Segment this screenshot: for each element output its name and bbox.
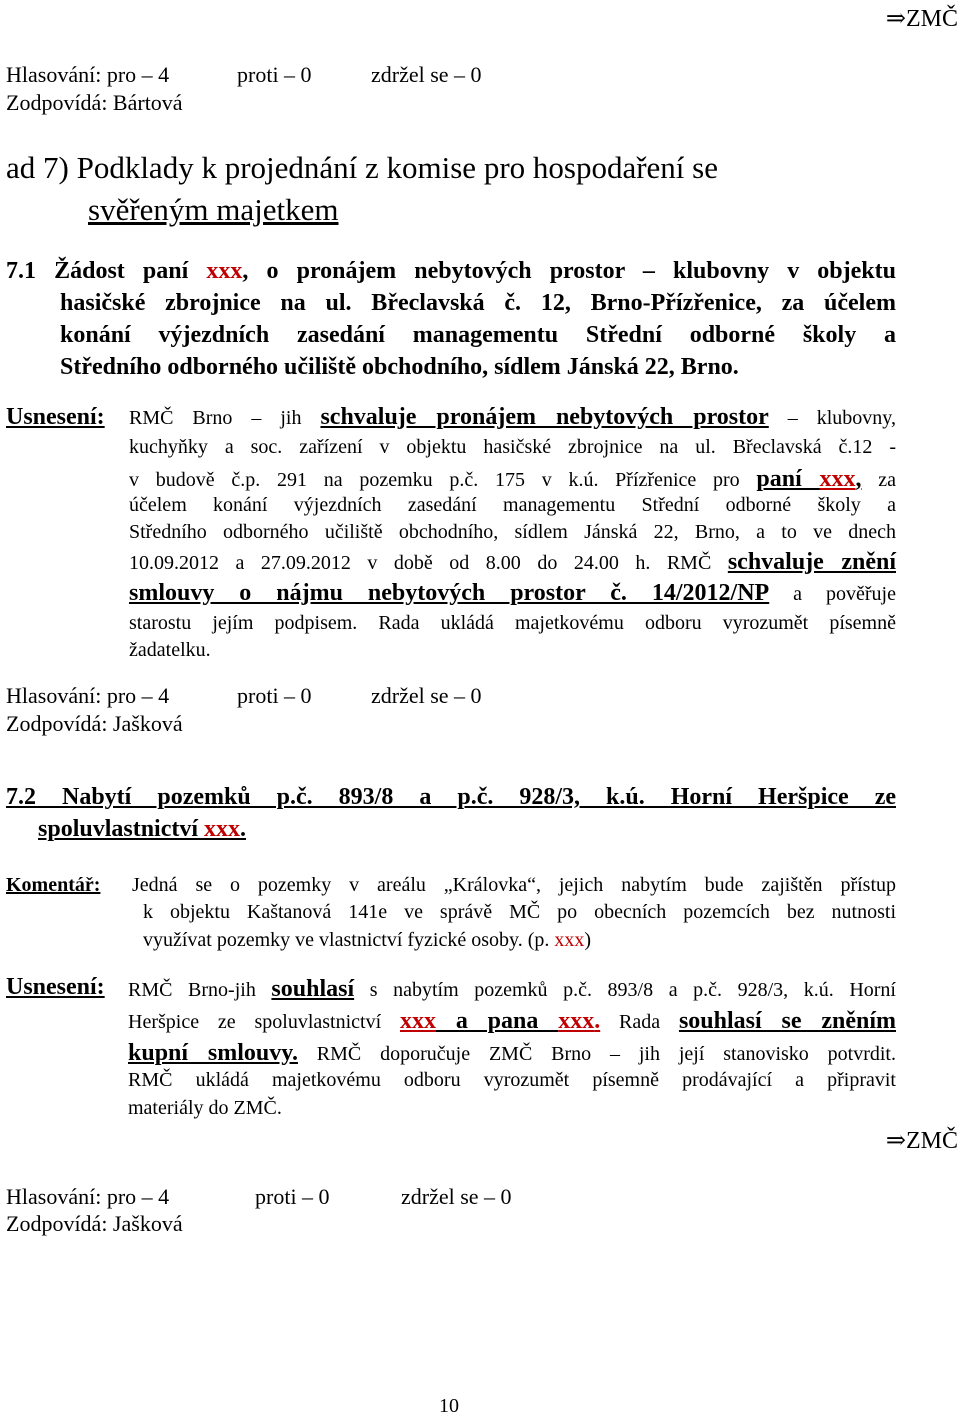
resolution-2-line4: RMČ ukládá majetkovému odboru vyrozumět písemně prodávající a připravit <box>128 1069 896 1091</box>
vote-pro: Hlasování: pro – 4 <box>6 62 170 87</box>
item-7-1-line3: konání výjezdních zasedání managementu Střední odborné školy a <box>60 322 896 348</box>
vote-zdrzel: zdržel se – 0 <box>401 1184 512 1209</box>
resolution-1-line9: žadatelku. <box>129 639 211 661</box>
resolution-1-line6: 10.09.2012 a 27.09.2012 v době od 8.00 do 24.00 h. RMČ schvaluje znění <box>129 549 897 575</box>
comment-line3: využívat pozemky ve vlastnictví fyzické osoby. (p. xxx) <box>143 929 592 951</box>
item-7-2-line2: spoluvlastnictví xxx. <box>38 816 247 842</box>
section-heading: ad 7) Podklady k projednání z komise pro hospodaření se <box>6 150 718 185</box>
comment-label: Komentář: <box>6 874 101 896</box>
item-7-1-title: 7.1 Žádost paní xxx, o pronájem nebytových prostor – klubovny v objektu <box>6 258 896 284</box>
comment-line1: Jedná se o pozemky v areálu „Královka“, jejich nabytím bude zajištěn přístup <box>132 874 896 896</box>
resolution-2-line2: Heršpice ze spoluvlastnictví xxx a pana xxx. Rada souhlasí se zněním <box>128 1008 896 1034</box>
vote-proti: proti – 0 <box>237 683 312 708</box>
vote-responsible: Zodpovídá: Jašková <box>6 711 183 736</box>
resolution-1-line7: smlouvy o nájmu nebytových prostor č. 14/2012/NP a pověřuje <box>129 580 896 606</box>
vote-pro: Hlasování: pro – 4 <box>6 683 170 708</box>
zmc-marker-bottom: ⇒ZMČ <box>885 1128 958 1154</box>
zmc-marker-top: ⇒ZMČ <box>885 6 958 32</box>
resolution-2-line3: kupní smlouvy. RMČ doporučuje ZMČ Brno – jih její stanovisko potvrdit. <box>128 1040 896 1066</box>
vote-proti: proti – 0 <box>237 62 312 87</box>
item-7-1-line4: Středního odborného učiliště obchodního, sídlem Jánská 22, Brno. <box>60 354 739 380</box>
resolution-1-line4: účelem konání výjezdních zasedání managementu Střední odborné školy a <box>129 494 896 516</box>
resolution-1-line2: kuchyňky a soc. zařízení v objektu hasičské zbrojnice na ul. Břeclavská č.12 - <box>129 436 896 458</box>
resolution-1-line3: v budově č.p. 291 na pozemku p.č. 175 v k.ú. Přízřenice pro paní xxx, za <box>129 466 896 492</box>
resolution-1-line5: Středního odborného učiliště obchodního, sídlem Jánská 22, Brno, a to ve dnech <box>129 521 896 543</box>
vote-responsible: Zodpovídá: Jašková <box>6 1211 183 1236</box>
page-number: 10 <box>439 1395 459 1417</box>
resolution-1-line8: starostu jejím podpisem. Rada ukládá majetkovému odboru vyrozumět písemně <box>129 612 896 634</box>
item-7-1-line2: hasičské zbrojnice na ul. Břeclavská č. 12, Brno-Přízřenice, za účelem <box>60 290 896 316</box>
resolution-2-line1: RMČ Brno-jih souhlasí s nabytím pozemků p.č. 893/8 a p.č. 928/3, k.ú. Horní <box>128 976 896 1002</box>
item-7-2-title: 7.2 Nabytí pozemků p.č. 893/8 a p.č. 928/3, k.ú. Horní Heršpice ze <box>6 784 896 810</box>
resolution-label: Usnesení: <box>6 404 105 430</box>
vote-responsible: Zodpovídá: Bártová <box>6 90 183 115</box>
vote-zdrzel: zdržel se – 0 <box>371 62 482 87</box>
resolution-1-line1: RMČ Brno – jih schvaluje pronájem nebytových prostor – klubovny, <box>129 404 896 430</box>
resolution-2-line5: materiály do ZMČ. <box>128 1097 282 1119</box>
section-heading-line2: svěřeným majetkem <box>88 192 339 227</box>
vote-pro: Hlasování: pro – 4 <box>6 1184 170 1209</box>
comment-line2: k objektu Kaštanová 141e ve správě MČ po obecních pozemcích bez nutnosti <box>143 901 896 923</box>
resolution-label: Usnesení: <box>6 974 105 1000</box>
vote-proti: proti – 0 <box>255 1184 330 1209</box>
vote-zdrzel: zdržel se – 0 <box>371 683 482 708</box>
